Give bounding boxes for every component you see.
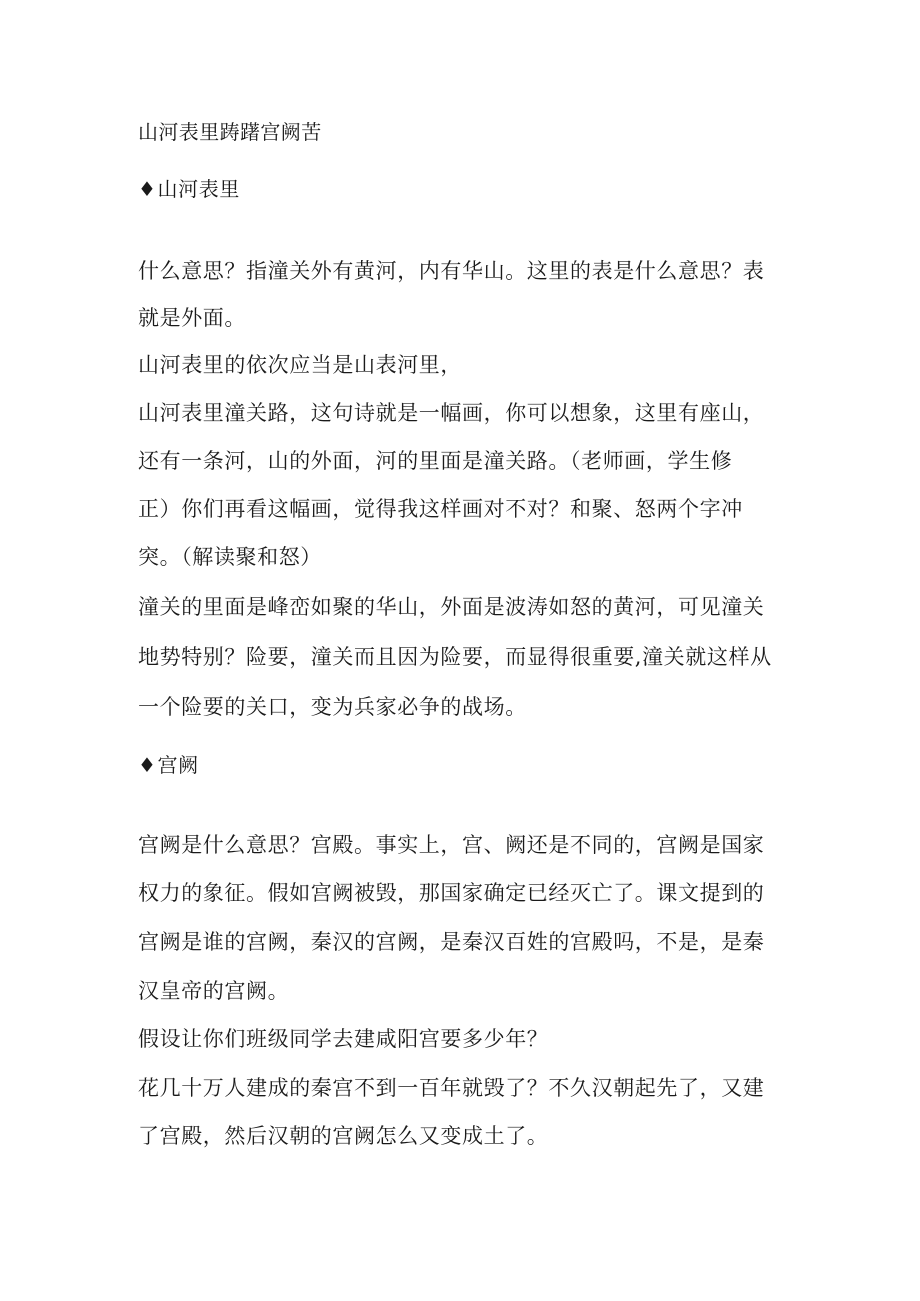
body-line: 了宫殿，然后汉朝的宫阙怎么又变成土了。	[138, 1124, 549, 1148]
document-title: 山河表里踌躇宫阙苦	[138, 120, 322, 144]
body-line: 什么意思？指潼关外有黄河，内有华山。这里的表是什么意思？表	[138, 259, 765, 283]
body-line: 宫阙是什么意思？宫殿。事实上，宫、阙还是不同的，宫阙是国家	[138, 833, 765, 857]
body-line: 山河表里潼关路，这句诗就是一幅画，你可以想象，这里有座山，	[138, 401, 765, 425]
section-heading-shanhebiaoli	[138, 174, 240, 204]
body-line: 潼关的里面是峰峦如聚的华山，外面是波涛如怒的黄河，可见潼关	[138, 595, 765, 619]
body-line: 汉皇帝的宫阙。	[138, 979, 290, 1003]
body-line: 突。（解读聚和怒）	[138, 545, 322, 569]
section-heading-label: 山河表里	[157, 177, 240, 201]
section-heading-gongque	[138, 750, 199, 780]
body-line: 花几十万人建成的秦宫不到一百年就毁了？不久汉朝起先了，又建	[138, 1076, 765, 1100]
body-line: 宫阙是谁的宫阙，秦汉的宫阙，是秦汉百姓的宫殿吗，不是，是秦	[138, 930, 765, 954]
diamond-bullet-icon: ♦	[138, 753, 157, 777]
body-line: 还有一条河，山的外面，河的里面是潼关路。（老师画，学生修	[138, 449, 733, 473]
body-line: 山河表里的依次应当是山表河里，	[138, 353, 462, 377]
diamond-bullet-icon: ♦	[138, 177, 157, 201]
section-heading-label: 宫阙	[157, 753, 199, 777]
body-line: 权力的象征。假如宫阙被毁，那国家确定已经灭亡了。课文提到的	[138, 881, 765, 905]
body-line: 正）你们再看这幅画，觉得我这样画对不对？和聚、怒两个字冲	[138, 497, 743, 521]
body-line: 一个险要的关口，变为兵家必争的战场。	[138, 695, 527, 719]
body-line: 就是外面。	[138, 306, 246, 330]
body-line: 假设让你们班级同学去建咸阳宫要多少年？	[138, 1027, 549, 1051]
body-line: 地势特别？险要，潼关而且因为险要，而显得很重要,潼关就这样从	[138, 645, 772, 669]
